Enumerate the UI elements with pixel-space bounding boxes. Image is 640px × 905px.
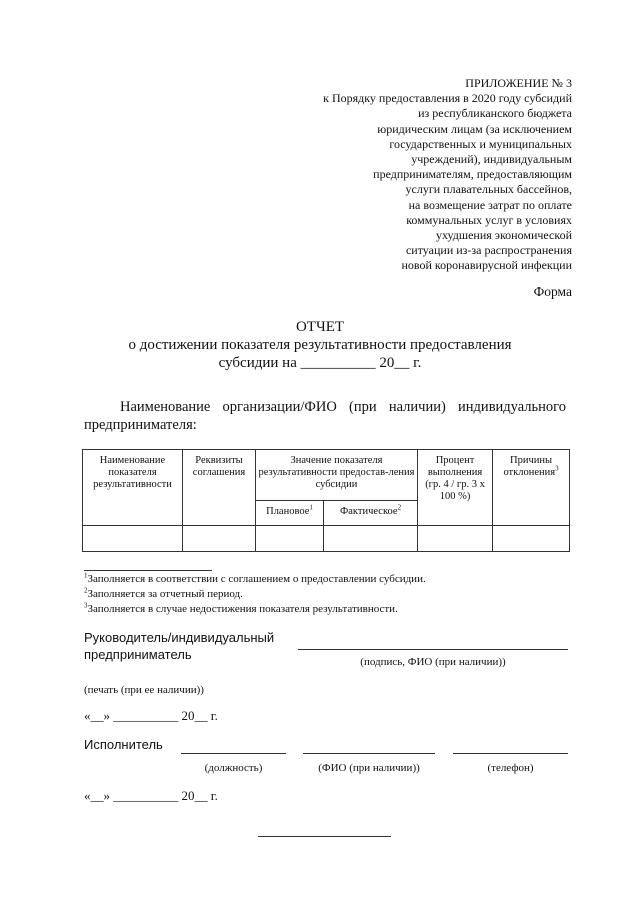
table-cell[interactable] [256, 526, 324, 552]
report-title: ОТЧЕТ [295, 319, 345, 335]
appendix-line: коммунальных услуг в условиях [406, 212, 572, 227]
organization-label: Наименование организации/ФИО (при наличии) индивидуального предпринимателя: [84, 399, 566, 433]
table-cell[interactable] [83, 526, 183, 552]
position-caption: (должность) [204, 762, 263, 774]
appendix-line: к Порядку предоставления в 2020 году субсидий [323, 91, 572, 106]
footnote-divider [84, 570, 212, 571]
report-subtitle-line1: о достижении показателя результативности предоставления [128, 337, 512, 353]
header-reasons [493, 450, 570, 526]
phone-caption: (телефон) [487, 762, 534, 774]
appendix-line: предпринимателям, предоставляющим [373, 167, 572, 182]
appendix-line: юридическим лицам (за исключением [377, 121, 572, 136]
footnote-2 [84, 587, 243, 601]
footnote-number: 2 [84, 586, 88, 595]
footnote-ref: 3 [555, 464, 559, 473]
table-cell[interactable] [324, 526, 418, 552]
report-table [82, 449, 570, 552]
table-cell[interactable] [493, 526, 570, 552]
phone-line[interactable] [453, 753, 568, 754]
footnote-ref: 2 [397, 503, 402, 512]
appendix-line: на возмещение затрат по оплате [408, 197, 572, 212]
form-label: Форма [533, 284, 572, 299]
table-cell[interactable] [418, 526, 493, 552]
table-header-row [83, 450, 570, 501]
header-requisites: Реквизиты соглашения [183, 450, 256, 526]
footnote-number: 1 [84, 571, 88, 580]
date-line-2: «__» __________ 20__ г. [84, 788, 218, 803]
appendix-line: государственных и муниципальных [389, 136, 572, 151]
header-value: Значение показателя результативности предостав-ления субсидии [256, 450, 418, 501]
date-line-1: «__» __________ 20__ г. [84, 708, 218, 723]
footnote-1 [84, 572, 426, 586]
header-planned-label: Плановое [266, 506, 310, 517]
signature-line[interactable] [298, 649, 568, 650]
report-subtitle-line2: субсидии на __________ 20__ г. [218, 355, 422, 371]
footnote-text: Заполняется в соответствии с соглашением о предоставлении субсидии. [87, 573, 426, 585]
position-line[interactable] [181, 753, 286, 754]
name-line[interactable] [303, 753, 435, 754]
appendix-line: новой коронавирусной инфекции [401, 258, 572, 273]
signature-caption: (подпись, ФИО (при наличии)) [360, 656, 506, 668]
appendix-block [242, 76, 572, 274]
head-label-line2: предприниматель [84, 647, 192, 662]
header-indicator: Наименование показателя результативности [83, 450, 183, 526]
footnote-number: 3 [84, 601, 88, 610]
appendix-line: учреждений), индивидуальным [411, 152, 572, 167]
header-actual-label: Фактическое [339, 506, 398, 517]
header-percent: Процент выполнения (гр. 4 / гр. 3 х 100 %) [418, 450, 493, 526]
closing-divider [258, 836, 391, 837]
head-label-line1: Руководитель/индивидуальный [84, 630, 275, 645]
table-row [83, 526, 570, 552]
table-cell[interactable] [183, 526, 256, 552]
name-caption: (ФИО (при наличии)) [318, 762, 420, 774]
appendix-line: услуги плавательных бассейнов, [405, 182, 572, 197]
appendix-line: ПРИЛОЖЕНИЕ № 3 [465, 76, 572, 90]
footnote-ref: 1 [309, 503, 313, 512]
header-actual [324, 501, 418, 526]
appendix-line: из республиканского бюджета [418, 106, 572, 121]
executor-label: Исполнитель [84, 737, 163, 752]
seal-label: (печать (при ее наличии)) [84, 684, 204, 696]
appendix-line: ситуации из-за распространения [405, 243, 572, 258]
appendix-line: ухудшения экономической [435, 228, 572, 243]
header-planned [256, 501, 324, 526]
footnote-text: Заполняется в случае недостижения показателя результативности. [87, 603, 398, 615]
footnote-3 [84, 602, 398, 616]
header-reasons-label: Причины отклонения [503, 455, 556, 478]
footnote-text: Заполняется за отчетный период. [87, 588, 243, 600]
